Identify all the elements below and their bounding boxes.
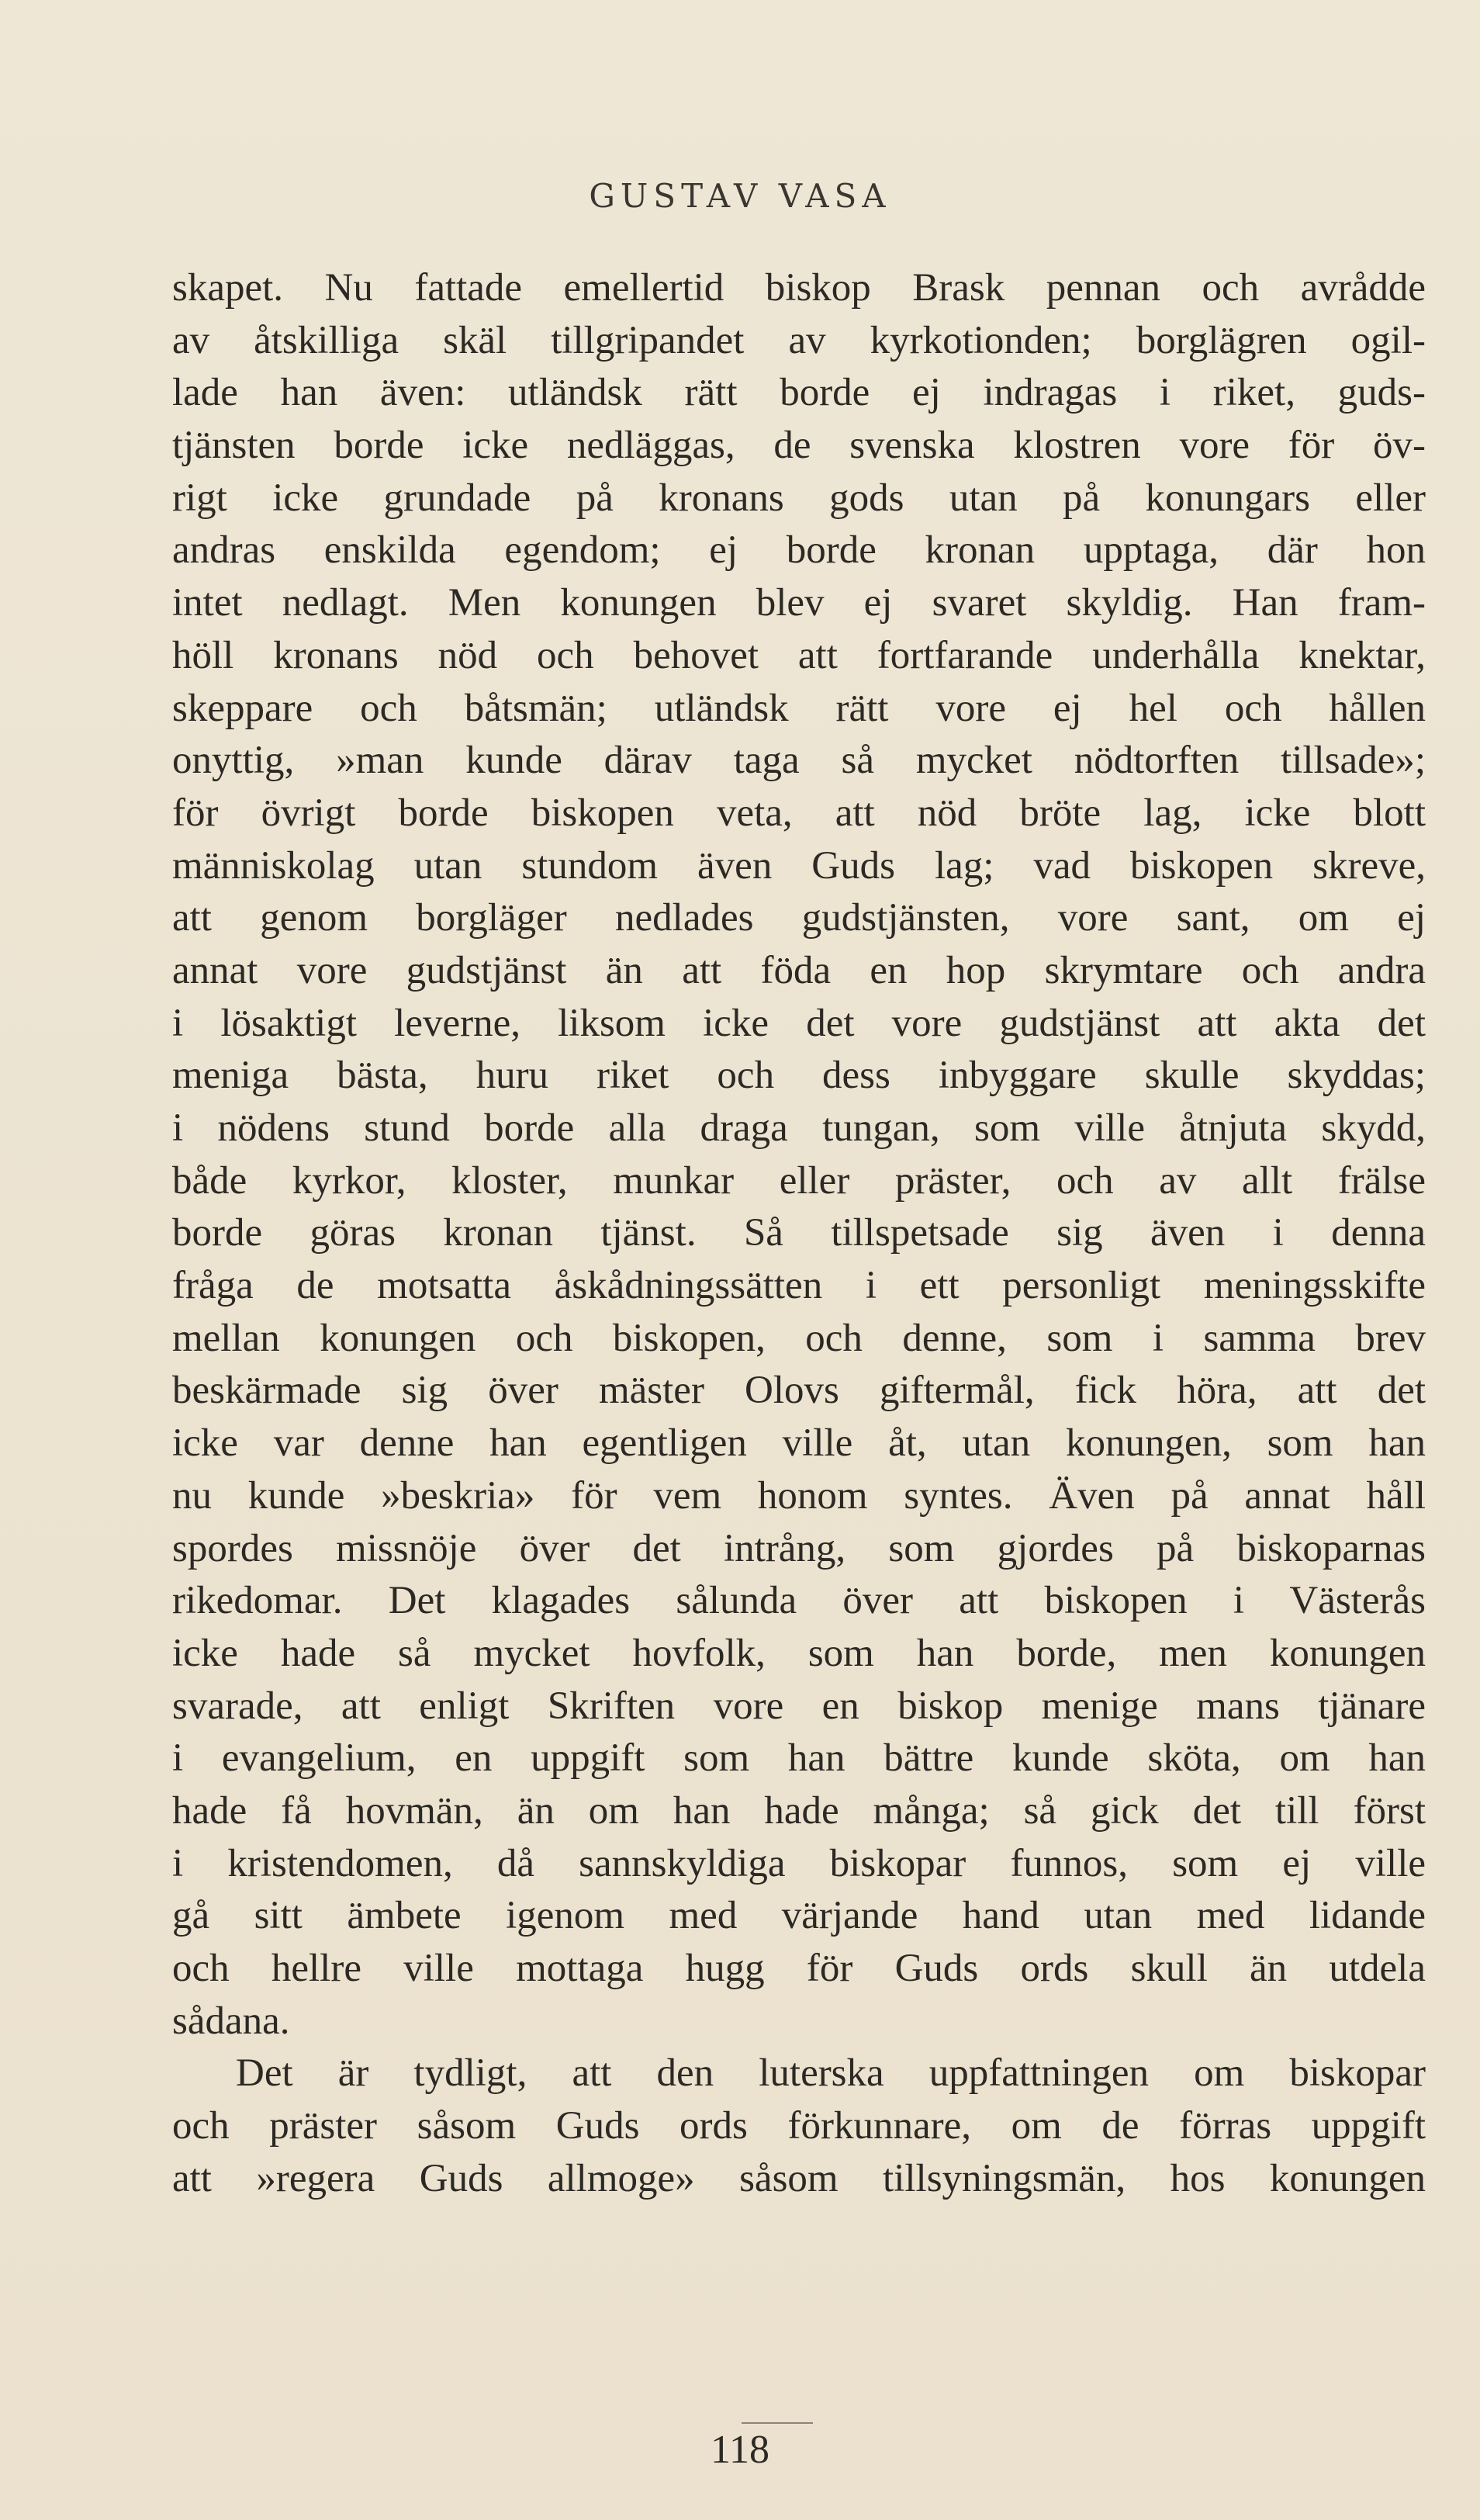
text-line: nu kunde »beskria» för vem honom syntes. Även på annat håll bbox=[172, 1473, 1426, 1518]
text-line: och hellre ville mottaga hugg för Guds ords skull än utdela bbox=[172, 1947, 1426, 1990]
text-line: höll kronans nöd och behovet att fortfarande underhålla knektar, bbox=[172, 633, 1426, 677]
text-line: spordes missnöje över det intrång, som gjordes på biskoparnas bbox=[172, 1526, 1426, 1570]
text-line: skapet. Nu fattade emellertid biskop Brask pennan och avrådde bbox=[172, 266, 1426, 310]
text-line: tjänsten borde icke nedläggas, de svenska klostren vore för öv- bbox=[172, 424, 1426, 468]
text-line: människolag utan stundom även Guds lag; vad biskopen skreve, bbox=[172, 843, 1426, 888]
text-line: i lösaktigt leverne, liksom icke det vore gudstjänst att akta det bbox=[172, 1001, 1426, 1045]
text-line: lade han även: utländsk rätt borde ej indragas i riket, guds- bbox=[172, 371, 1426, 415]
body-text bbox=[172, 262, 1426, 2205]
footer-rule bbox=[742, 2422, 813, 2424]
text-line: rigt icke grundade på kronans gods utan på konungars eller bbox=[172, 476, 1426, 520]
text-line: att genom borgläger nedlades gudstjänsten, vore sant, om ej bbox=[172, 896, 1426, 940]
text-line: icke var denne han egentligen ville åt, utan konungen, som han bbox=[172, 1421, 1426, 1466]
text-line: intet nedlagt. Men konungen blev ej svaret skyldig. Han fram- bbox=[172, 581, 1426, 625]
text-line: annat vore gudstjänst än att föda en hop skrymtare och andra bbox=[172, 948, 1426, 992]
text-line: andras enskilda egendom; ej borde kronan upptaga, där hon bbox=[172, 528, 1426, 573]
text-line: fråga de motsatta åskådningssätten i ett personligt meningsskifte bbox=[172, 1264, 1426, 1308]
text-line: för övrigt borde biskopen veta, att nöd bröte lag, icke blott bbox=[172, 791, 1426, 835]
running-title: GUSTAV VASA bbox=[589, 177, 891, 215]
text-line: i evangelium, en uppgift som han bättre kunde sköta, om han bbox=[172, 1736, 1426, 1781]
text-line: både kyrkor, kloster, munkar eller präster, och av allt frälse bbox=[172, 1158, 1426, 1203]
text-line: hade få hovmän, än om han hade många; så gick det till först bbox=[172, 1788, 1426, 1833]
text-line: svarade, att enligt Skriften vore en biskop menige mans tjänare bbox=[172, 1684, 1426, 1728]
paragraph-end-line: sådana. bbox=[172, 1999, 290, 2043]
text-line: icke hade så mycket hovfolk, som han borde, men konungen bbox=[172, 1631, 1426, 1675]
text-line: gå sitt ämbete igenom med värjande hand utan med lidande bbox=[172, 1894, 1426, 1938]
text-line: rikedomar. Det klagades sålunda över att biskopen i Västerås bbox=[172, 1579, 1426, 1623]
text-line: och präster såsom Guds ords förkunnare, om de förras uppgift bbox=[172, 2104, 1426, 2148]
text-line: av åtskilliga skäl tillgripandet av kyrkotionden; borglägren ogil- bbox=[172, 318, 1426, 362]
text-line: skeppare och båtsmän; utländsk rätt vore ej hel och hållen bbox=[172, 686, 1426, 730]
text-line: onyttig, »man kunde därav taga så mycket nödtorften tillsade»; bbox=[172, 739, 1426, 783]
text-line: beskärmade sig över mäster Olovs giftermål, fick höra, att det bbox=[172, 1369, 1426, 1413]
text-line: mellan konungen och biskopen, och denne, som i samma brev bbox=[172, 1316, 1426, 1360]
text-line: borde göras kronan tjänst. Så tillspetsade sig även i denna bbox=[172, 1211, 1426, 1255]
text-line: att »regera Guds allmoge» såsom tillsyningsmän, hos konungen bbox=[172, 2156, 1426, 2200]
page-number: 118 bbox=[710, 2428, 770, 2472]
text-line: i nödens stund borde alla draga tungan, som ville åtnjuta skydd, bbox=[172, 1106, 1426, 1150]
text-line: i kristendomen, då sannskyldiga biskopar funnos, som ej ville bbox=[172, 1841, 1426, 1885]
paragraph-start-line: Det är tydligt, att den luterska uppfattningen om biskopar bbox=[236, 2051, 1426, 2096]
text-line: meniga bästa, huru riket och dess inbyggare skulle skyddas; bbox=[172, 1054, 1426, 1098]
